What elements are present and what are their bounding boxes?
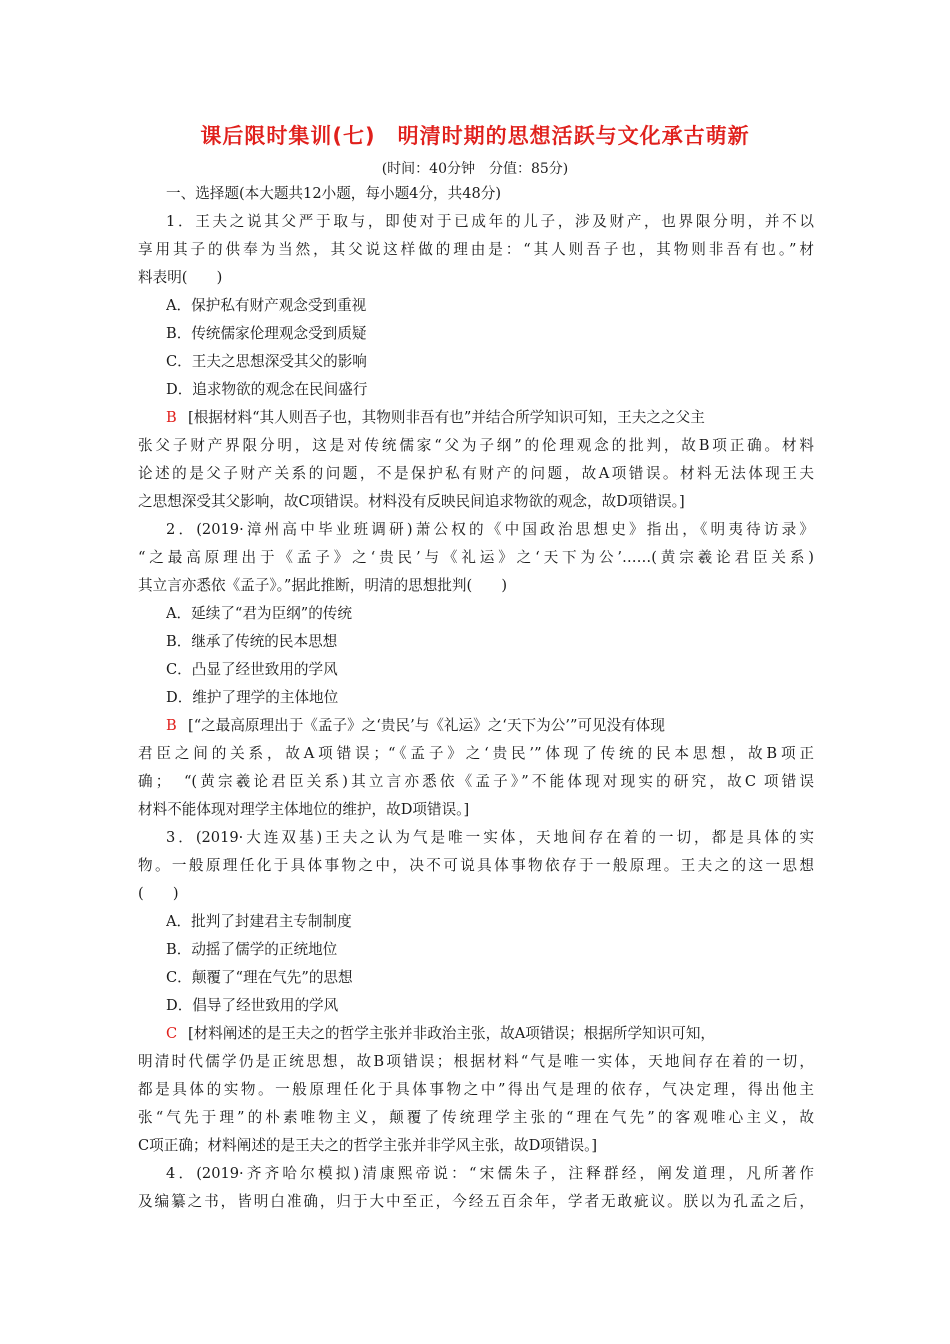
q4-stem-line-1: 4．(2019·齐齐哈尔模拟)清康熙帝说：“宋儒朱子，注释群经，阐发道理，凡所著作 <box>166 1165 814 1182</box>
q3-explanation-line-4: 张“气先于理”的朴素唯物主义，颠覆了传统理学主张的“理在气先”的客观唯心主义，故 <box>138 1109 814 1126</box>
q3-option-a: A．批判了封建君主专制制度 <box>166 913 352 930</box>
q1-explanation-line-4: 之思想深受其父影响，故C项错误。材料没有反映民间追求物欲的观念，故D项错误。] <box>138 493 685 510</box>
q4-stem-line-2: 及编纂之书，皆明白准确，归于大中至正，今经五百余年，学者无敢疵议。朕以为孔孟之后， <box>138 1193 814 1210</box>
q2-answer: B <box>166 717 177 734</box>
time-score-info: (时间：40分钟 分值：85分) <box>381 161 569 177</box>
q1-option-d: D．追求物欲的观念在民间盛行 <box>166 381 368 398</box>
q3-explanation-line-3: 都是具体的实物。一般原理任化于具体事物之中”得出气是理的依存，气决定理，得出他主 <box>138 1081 814 1098</box>
q1-option-b: B．传统儒家伦理观念受到质疑 <box>166 325 367 342</box>
q1-explanation-line-3: 论述的是父子财产关系的问题，不是保护私有财产的问题，故A项错误。材料无法体现王夫 <box>138 465 814 482</box>
q2-option-d: D．维护了理学的主体地位 <box>166 689 339 706</box>
q1-explanation-line-2: 张父子财产界限分明，这是对传统儒家“父为子纲”的伦理观念的批判，故B项正确。材料 <box>138 437 814 454</box>
q1-option-a: A．保护私有财产观念受到重视 <box>166 297 367 314</box>
q3-option-b: B．动摇了儒学的正统地位 <box>166 941 338 958</box>
q1-explanation-line-1: B [根据材料“其人则吾子也，其物则非吾有也”并结合所学知识可知，王夫之之父主 <box>166 404 814 432</box>
title-part2: 明清时期的思想活跃与文化承古萌新 <box>397 124 750 148</box>
title-part1: 课后限时集训(七) <box>200 124 376 148</box>
q3-explanation-line-5: C项正确；材料阐述的是王夫之的哲学主张并非学风主张，故D项错误。] <box>138 1137 598 1154</box>
page-title <box>0 120 950 150</box>
q1-stem-line-1: 1．王夫之说其父严于取与，即使对于已成年的儿子，涉及财产，也界限分明，并不以 <box>166 213 814 230</box>
q2-stem-line-2: “之最高原理出于《孟子》之‘贵民’与《礼运》之‘天下为公’……(黄宗羲论君臣关系) <box>138 549 814 566</box>
q1-answer: B <box>166 409 177 426</box>
q2-option-a: A．延续了“君为臣纲”的传统 <box>166 605 352 622</box>
section-heading: 一、选择题(本大题共12小题，每小题4分，共48分) <box>166 185 502 202</box>
q2-option-b: B．继承了传统的民本思想 <box>166 633 338 650</box>
q3-option-c: C．颠覆了“理在气先”的思想 <box>166 969 353 986</box>
q2-option-c: C．凸显了经世致用的学风 <box>166 661 338 678</box>
q2-explanation-line-4: 材料不能体现对理学主体地位的维护，故D项错误。] <box>138 801 470 818</box>
q3-stem-line-1: 3．(2019·大连双基)王夫之认为气是唯一实体，天地间存在着的一切，都是具体的实 <box>166 829 814 846</box>
q2-explanation-line-2: 君臣之间的关系，故A项错误；“《孟子》之‘贵民’”体现了传统的民本思想，故B项正 <box>138 745 814 762</box>
q3-option-d: D．倡导了经世致用的学风 <box>166 997 339 1014</box>
q3-stem-line-2: 物。一般原理任化于具体事物之中，决不可说具体事物依存于一般原理。王夫之的这一思想 <box>138 857 814 874</box>
q1-stem-line-3: 料表明( ) <box>138 269 223 286</box>
q3-stem-line-3: ( ) <box>138 885 179 902</box>
q3-explanation-line-2: 明清时代儒学仍是正统思想，故B项错误；根据材料“气是唯一实体，天地间存在着的一切， <box>138 1053 814 1070</box>
q2-explanation-line-1: B [“之最高原理出于《孟子》之‘贵民’与《礼运》之‘天下为公’”可见没有体现 <box>166 712 814 740</box>
q3-answer: C <box>166 1025 178 1042</box>
q1-stem-line-2: 享用其子的供奉为当然，其父说这样做的理由是：“其人则吾子也，其物则非吾有也。”材 <box>138 241 814 258</box>
q2-explanation-line-3: 确； “(黄宗羲论君臣关系)其立言亦悉依《孟子》”不能体现对现实的研究，故C 项错误 <box>138 773 814 790</box>
q2-stem-line-3: 其立言亦悉依《孟子》。”据此推断，明清的思想批判( ) <box>138 577 508 594</box>
q2-stem-line-1: 2．(2019·漳州高中毕业班调研)萧公权的《中国政治思想史》指出，《明夷待访录》 <box>166 521 814 538</box>
q1-option-c: C．王夫之思想深受其父的影响 <box>166 353 367 370</box>
q3-explanation-line-1: C [材料阐述的是王夫之的哲学主张并非政治主张，故A项错误；根据所学知识可知， <box>166 1020 814 1048</box>
